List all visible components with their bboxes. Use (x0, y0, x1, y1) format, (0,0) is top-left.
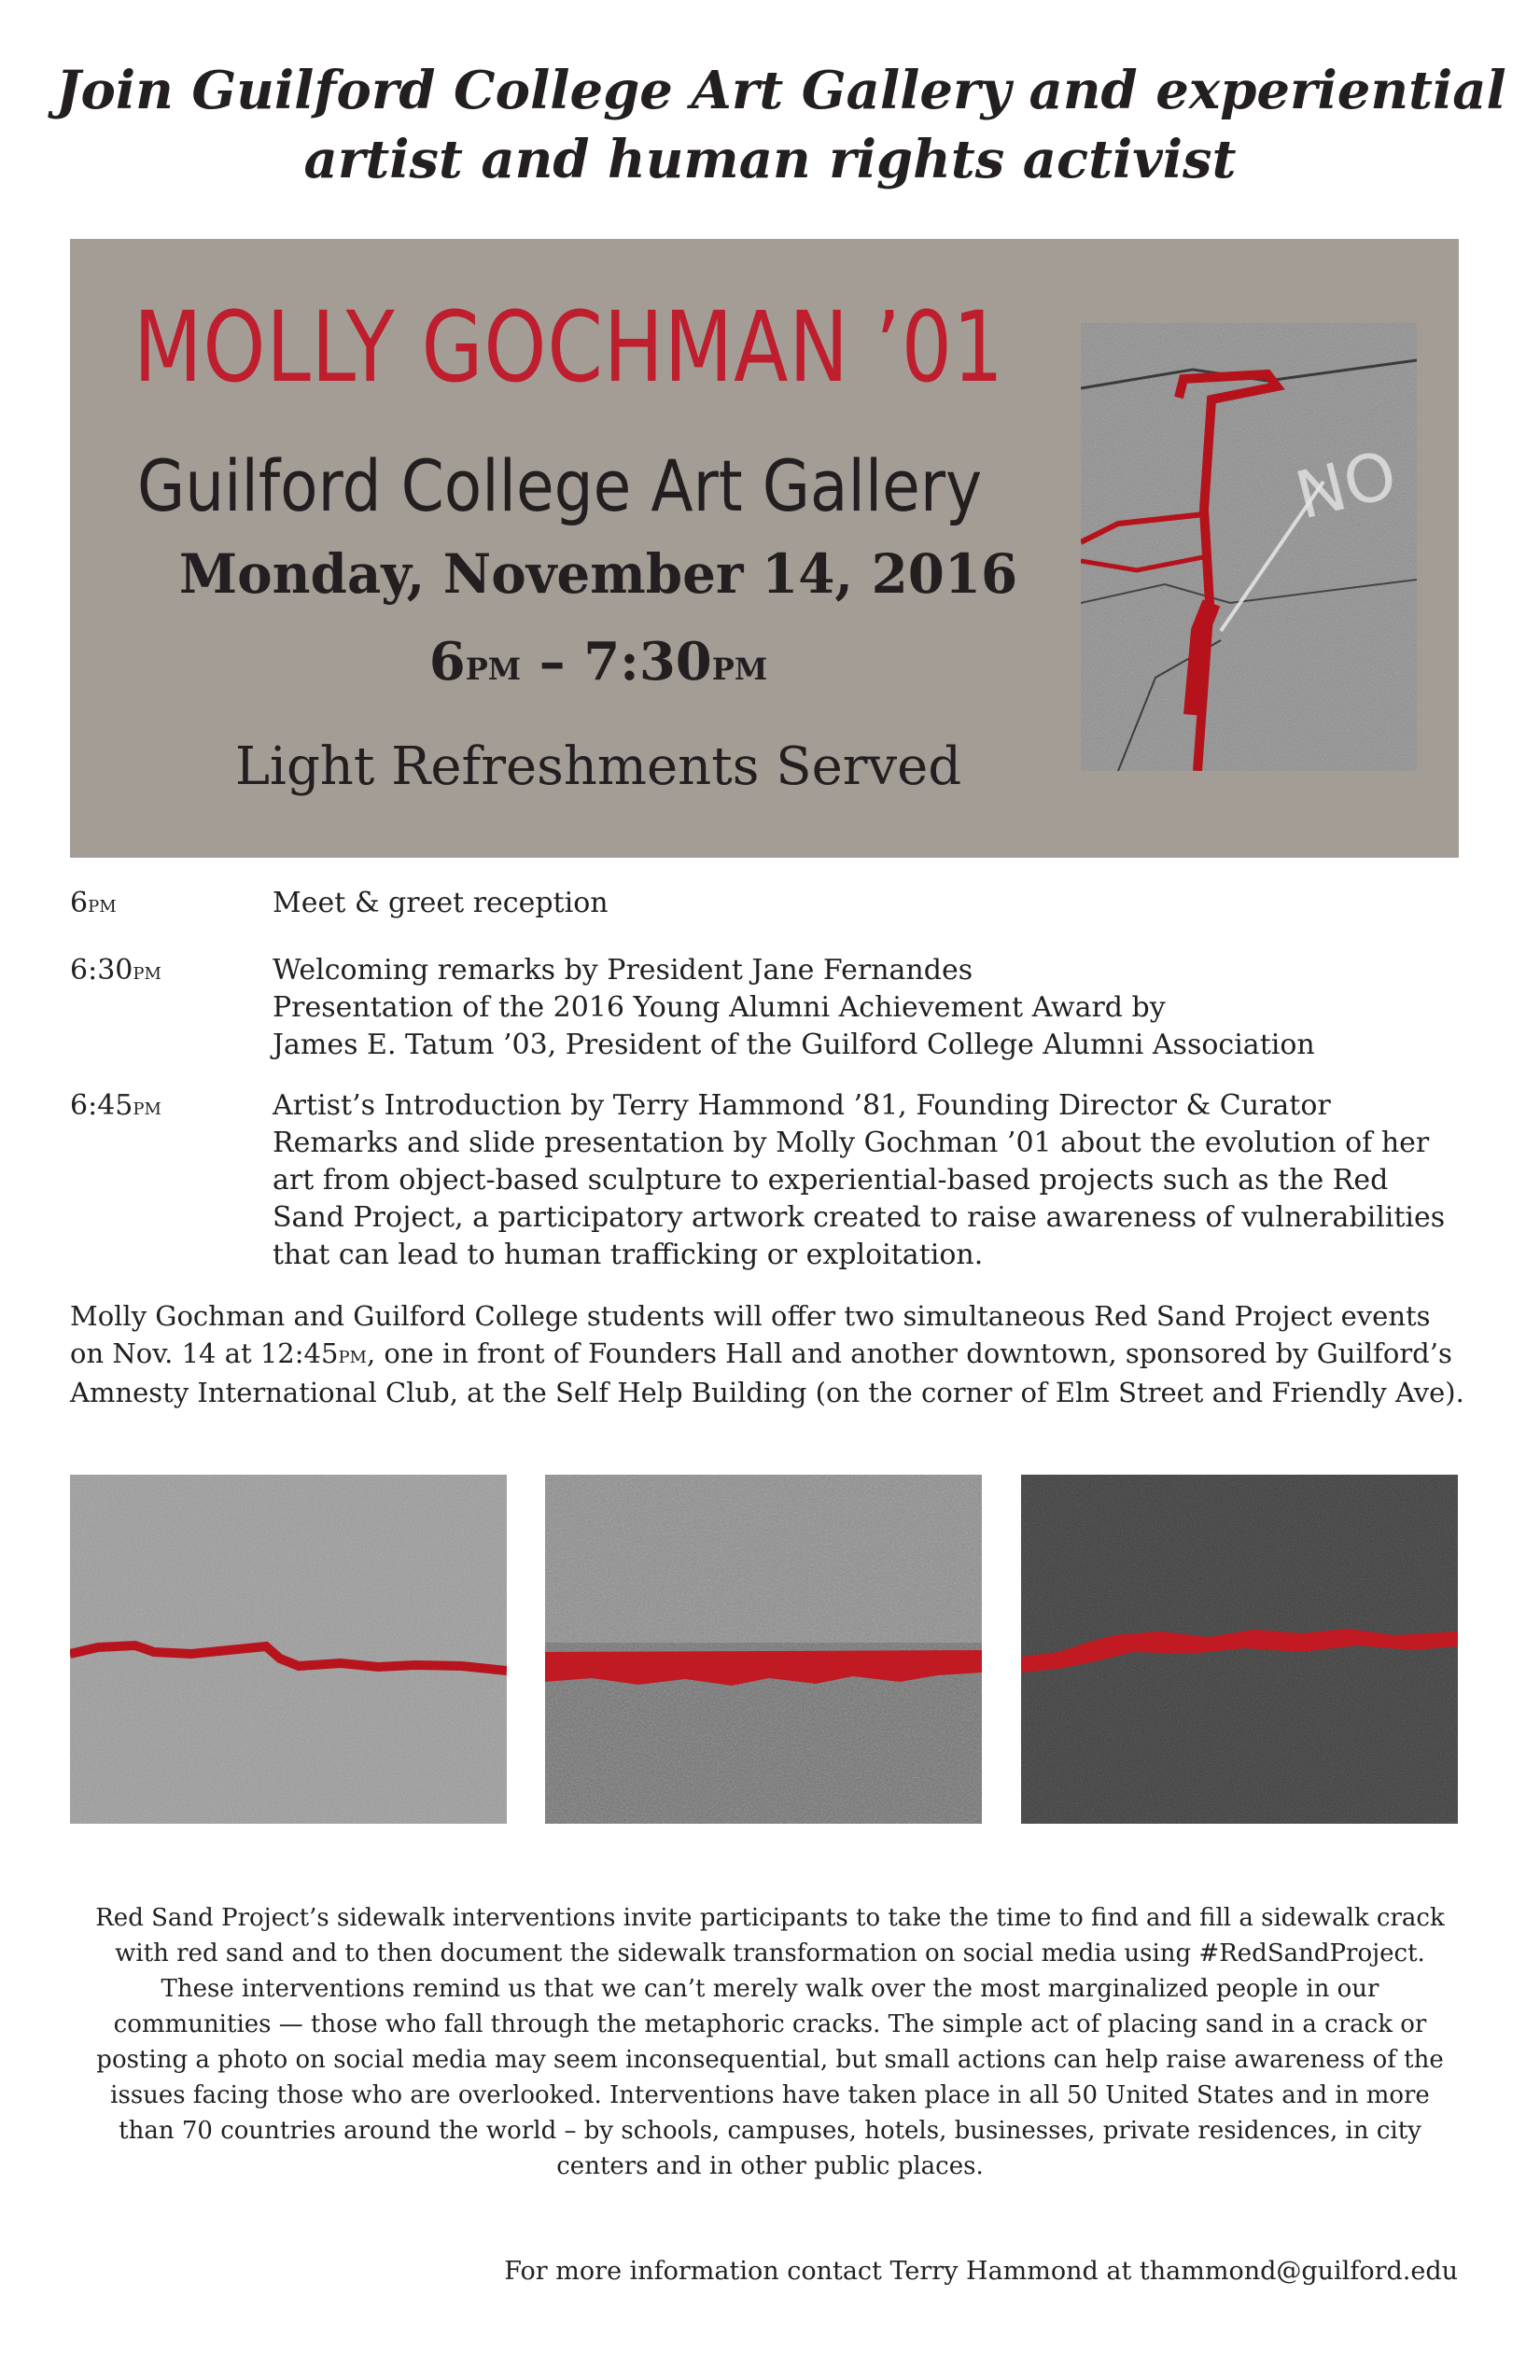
artist-name: MOLLY GOCHMAN ’01 (133, 290, 1004, 404)
time-end: 7:30 (583, 631, 712, 693)
time-end-suffix: pm (711, 639, 768, 690)
events-paragraph: Molly Gochman and Guilford College students will offer two simultaneous Red Sand Project events on Nov. 14 at 12:45pm, one in front of Founders Hall and another downtown, sponsored by Guilford’s Amnesty International Club, at the Self Help Building (on the corner of Elm Street and Friendly Ave). (70, 1300, 1464, 1408)
event-time (132, 631, 1065, 693)
time-start: 6 (428, 631, 466, 693)
intro-line-2: artist and human rights activist (303, 129, 1237, 190)
schedule-time: 6pm (70, 887, 117, 919)
red-sand-crack-photo (1081, 323, 1417, 771)
contact-line: For more information contact Terry Hammond at thammond@guilford.edu (504, 2257, 1458, 2286)
sidewalk-crack-photo-3 (1021, 1475, 1458, 1824)
schedule-description: Welcoming remarks by President Jane Fernandes Presentation of the 2016 Young Alumni Achievement Award by James E. Tatum ’03, President of the Guilford College Alumni Association (273, 954, 1315, 1061)
event-date: Monday, November 14, 2016 (178, 542, 1018, 606)
schedule-time: 6:30pm (70, 954, 161, 987)
graffiti-text: NO (1288, 435, 1405, 535)
intro-heading (56, 56, 1506, 194)
time-start-suffix: pm (465, 639, 522, 690)
sidewalk-crack-photo-2 (545, 1475, 982, 1824)
about-paragraph: Red Sand Project’s sidewalk interventions invite participants to take the time to find and fill a sidewalk crack with red sand and to then document the sidewalk transformation on social media using #RedSandProject. These interventions remind us that we can’t merely walk over the most marginalized people in our communities — those who fall through the metaphoric cracks. The simple act of placing sand in a crack or posting a photo on social media may seem inconsequential, but small actions can help raise awareness of the issues facing those who are overlooked. Interventions have taken place in all 50 United States and in more than 70 countries around the world – by schools, campuses, hotels, businesses, private residences, in city centers and in other public places. (95, 1904, 1445, 2180)
venue-name: Guilford College Art Gallery (137, 444, 983, 527)
intro-line-1: Join Guilford College Art Gallery and experiential (56, 60, 1506, 121)
time-separator: – (521, 631, 584, 693)
refreshments-note: Light Refreshments Served (234, 736, 962, 797)
schedule-time: 6:45pm (70, 1089, 161, 1122)
sidewalk-crack-photo-1 (70, 1475, 507, 1824)
event-banner (70, 239, 1459, 858)
schedule-description: Artist’s Introduction by Terry Hammond ’81, Founding Director & Curator Remarks and slide presentation by Molly Gochman ’01 about the evolution of her art from object-based sculpture to experiential-based projects such as the Red Sand Project, a participatory artwork created to raise awareness of vulnerabilities that can lead to human trafficking or exploitation. (273, 1089, 1446, 1271)
schedule-description: Meet & greet reception (273, 887, 609, 919)
